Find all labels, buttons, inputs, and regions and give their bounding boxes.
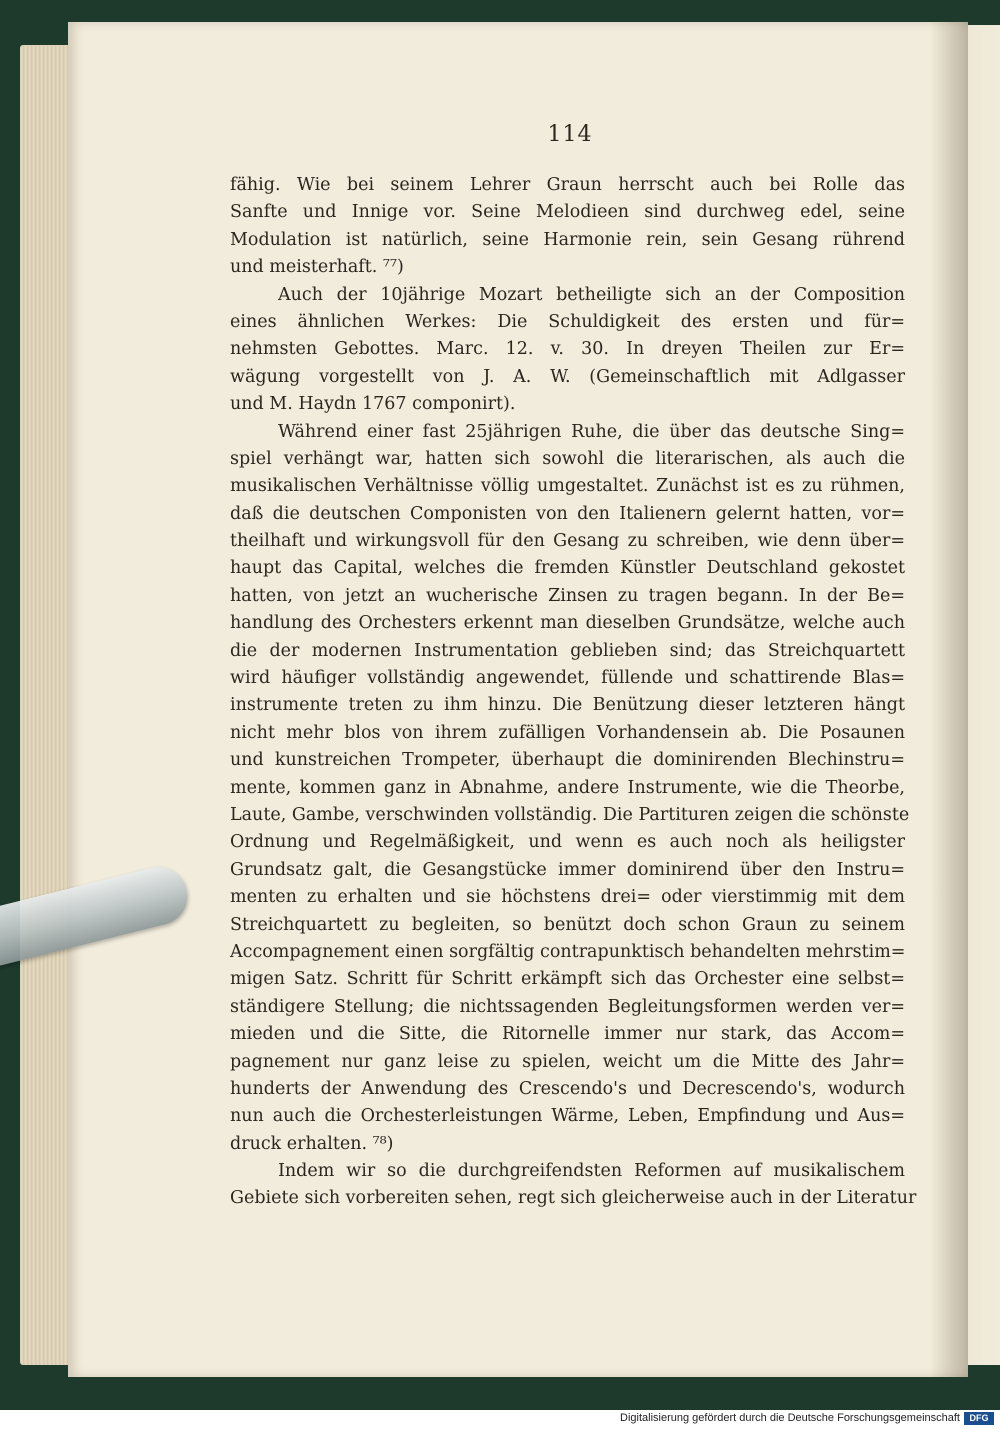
text-line: die der modernen Instrumentation geblieben sind; das Streichquartett xyxy=(230,640,905,661)
text-line: Laute, Gambe, verschwinden vollständig. Die Partituren zeigen die schönste xyxy=(230,804,910,825)
text-line: nehmsten Gebottes. Marc. 12. v. 30. In dreyen Theilen zur Er= xyxy=(230,339,905,360)
text-line: Modulation ist natürlich, seine Harmonie rein, sein Gesang rührend xyxy=(230,229,905,250)
text-line: Gebiete sich vorbereiten sehen, regt sich gleicherweise auch in der Literatur xyxy=(230,1188,917,1209)
text-line: hatten, von jetzt an wucherische Zinsen zu tragen begann. In der Be= xyxy=(230,585,905,606)
text-line: fähig. Wie bei seinem Lehrer Graun herrscht auch bei Rolle das xyxy=(230,175,905,195)
text-line: Streichquartett zu begleiten, so benützt doch schon Graun zu seinem xyxy=(230,914,905,935)
text-line: Indem wir so die durchgreifendsten Reformen auf musikalischem xyxy=(278,1161,905,1182)
text-line: instrumente treten zu ihm hinzu. Die Benützung dieser letzteren hängt xyxy=(230,695,905,716)
text-line: migen Satz. Schritt für Schritt erkämpft sich das Orchester eine selbst= xyxy=(230,969,905,990)
text-line: Sanfte und Innige vor. Seine Melodieen sind durchweg edel, seine xyxy=(230,202,905,223)
text-line: wird häufiger vollständig angewendet, füllende und schattirende Blas= xyxy=(230,668,905,689)
text-line: mente, kommen ganz in Abnahme, andere Instrumente, wie die Theorbe, xyxy=(230,777,905,798)
text-line: eines ähnlichen Werkes: Die Schuldigkeit des ersten und für= xyxy=(230,311,905,332)
text-line: wägung vorgestellt von J. A. W. (Gemeinschaftlich mit Adlgasser xyxy=(230,366,905,387)
text-line: daß die deutschen Componisten von den Italienern gelernt hatten, vor= xyxy=(230,503,905,524)
text-line: ständigere Stellung; die nichtssagenden Begleitungsformen werden ver= xyxy=(230,996,905,1017)
page-number: 114 xyxy=(547,122,593,147)
body-text xyxy=(230,172,917,1213)
text-line: und M. Haydn 1767 componirt). xyxy=(230,394,516,415)
text-line: Auch der 10jährige Mozart betheiligte sich an der Composition xyxy=(278,284,905,305)
text-line: theilhaft und wirkungsvoll für den Gesang zu schreiben, wie denn über= xyxy=(230,531,905,552)
text-line: nicht mehr blos von ihrem zufälligen Vorhandensein ab. Die Posaunen xyxy=(230,722,905,743)
text-line: hunderts der Anwendung des Crescendo's und Decrescendo's, wodurch xyxy=(230,1078,905,1099)
text-line: und meisterhaft. ⁷⁷) xyxy=(230,257,404,278)
text-line: mieden und die Sitte, die Ritornelle immer nur stark, das Accom= xyxy=(230,1024,905,1045)
text-line: musikalischen Verhältnisse völlig umgestaltet. Zunächst ist es zu rühmen, xyxy=(230,476,905,497)
text-line: Während einer fast 25jährigen Ruhe, die über das deutsche Sing= xyxy=(278,421,905,442)
text-line: Ordnung und Regelmäßigkeit, und wenn es auch noch als heiligster xyxy=(230,832,905,853)
text-line: pagnement nur ganz leise zu spielen, weicht um die Mitte des Jahr= xyxy=(230,1051,905,1072)
text-line: handlung des Orchesters erkennt man dieselben Grundsätze, welche auch xyxy=(230,613,905,634)
gutter-shadow xyxy=(930,22,968,1377)
text-line: menten zu erhalten und sie höchstens drei= oder vierstimmig mit dem xyxy=(230,887,905,908)
text-line: spiel verhängt war, hatten sich sowohl die literarischen, als auch die xyxy=(230,448,905,469)
dfg-logo: DFG xyxy=(964,1412,994,1425)
funding-credit: Digitalisierung gefördert durch die Deutsche Forschungsgemeinschaft xyxy=(620,1412,960,1424)
text-line: druck erhalten. ⁷⁸) xyxy=(230,1133,394,1154)
text-line: und kunstreichen Trompeter, überhaupt die dominirenden Blechinstru= xyxy=(230,750,905,771)
text-line: nun auch die Orchesterleistungen Wärme, Leben, Empfindung und Aus= xyxy=(230,1106,905,1127)
text-line: Grundsatz galt, die Gesangstücke immer dominirend über den Instru= xyxy=(230,859,905,880)
text-line: Accompagnement einen sorgfältig contrapunktisch behandelten mehrstim= xyxy=(230,941,906,962)
text-line: haupt das Capital, welches die fremden Künstler Deutschland gekostet xyxy=(230,558,905,579)
